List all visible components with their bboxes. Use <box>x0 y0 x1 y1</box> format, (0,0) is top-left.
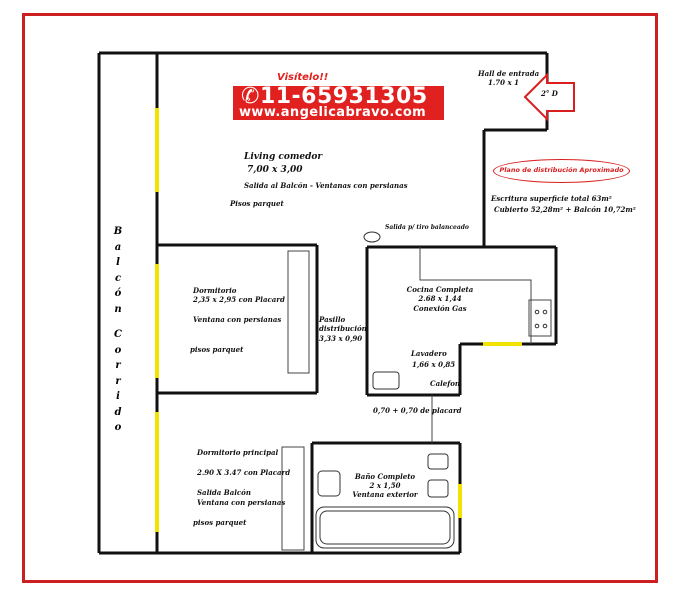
balcon-letter: l <box>116 257 120 268</box>
bano-name: Baño Completo <box>354 472 416 481</box>
tiro-balanceado <box>364 232 380 242</box>
placard-label: 0,70 + 0,70 de placard <box>373 406 462 415</box>
bedroom1-closet <box>288 251 309 373</box>
washbasin <box>428 480 448 497</box>
balcon-letter: B <box>113 226 123 237</box>
stove-burner <box>543 324 547 328</box>
surface-detail: Cubierto 52,28m² + Balcón 10,72m² <box>494 205 636 214</box>
calefon-label: Calefon <box>430 379 460 388</box>
kitchen-walls <box>367 247 556 395</box>
bathtub-inner <box>320 511 450 544</box>
stove-burner <box>543 310 547 314</box>
dorm1-desc: Ventana con persianas <box>193 315 282 324</box>
balcon-letter: r <box>115 360 121 371</box>
balcon-corrido-label <box>111 224 125 436</box>
balcon-letter: n <box>114 303 122 315</box>
balcon-letter: i <box>116 391 120 402</box>
plan-title: Plano de distribución Aproximado <box>499 166 624 174</box>
living-desc: Salida al Balcón - Ventanas con persianas <box>244 181 408 190</box>
stove-burner <box>535 324 539 328</box>
dorm2-dims: 2.90 X 3.47 con Placard <box>197 468 291 477</box>
bathtub <box>316 507 454 548</box>
balcon-letter: C <box>114 329 122 340</box>
plan-title-oval <box>493 159 630 183</box>
dorm2-floor: pisos parquet <box>193 518 247 527</box>
lavadero-name: Lavadero <box>411 349 447 358</box>
laundry-sink <box>373 372 399 389</box>
balcon-letter: ó <box>114 288 122 299</box>
lavadero-dims: 1,66 x 0,85 <box>412 360 456 369</box>
hall-dims: 1.70 x 1 <box>488 78 519 87</box>
floor-badge: 2° D <box>541 89 558 98</box>
dorm1-name: Dormitorio <box>193 286 237 295</box>
website-link[interactable]: www.angelicabravo.com <box>239 105 427 120</box>
pasillo-line2: distribución <box>319 324 367 333</box>
dorm2-desc1: Salida Balcón <box>197 488 251 497</box>
cocina-name: Cocina Completa <box>406 285 474 294</box>
cocina-dims: 2.68 x 1,44 <box>418 294 462 303</box>
pasillo-line1: Pasillo <box>319 315 346 324</box>
stove-burner <box>535 310 539 314</box>
cocina-desc: Conexión Gas <box>413 304 467 313</box>
phone-number: ✆11-65931305 <box>241 84 428 109</box>
balcon-letter: a <box>114 241 122 253</box>
balcon-letter: c <box>114 272 122 284</box>
living-name: Living comedor <box>244 152 323 162</box>
surface-total: Escritura superficie total 63m² <box>491 194 612 203</box>
balcon-letter: o <box>114 344 122 356</box>
balcon-gap <box>111 317 125 327</box>
dorm2-name: Dormitorio principal <box>197 448 279 457</box>
living-dims: 7,00 x 3,00 <box>247 165 303 175</box>
balcon-letter: d <box>114 406 122 418</box>
hall-name: Hall de entrada <box>478 69 540 78</box>
bano-dims: 2 x 1,50 <box>369 481 401 490</box>
dorm1-dims: 2,35 x 2,95 con Placard <box>193 295 285 304</box>
bidet <box>428 454 448 469</box>
pasillo-dims: 3,33 x 0,90 <box>319 334 363 343</box>
visit-label: Visítelo!! <box>277 72 329 83</box>
balcon-letter: o <box>114 422 122 433</box>
balcon-letter: r <box>115 375 121 387</box>
bano-desc: Ventana exterior <box>352 490 418 499</box>
dorm2-desc2: Ventana con persianas <box>197 498 286 507</box>
promo-banner <box>233 86 444 120</box>
toilet <box>318 471 340 496</box>
living-floor: Pisos parquet <box>230 199 284 208</box>
salida-label: Salida p/ tiro balanceado <box>385 224 469 231</box>
dorm1-floor: pisos parquet <box>190 345 244 354</box>
